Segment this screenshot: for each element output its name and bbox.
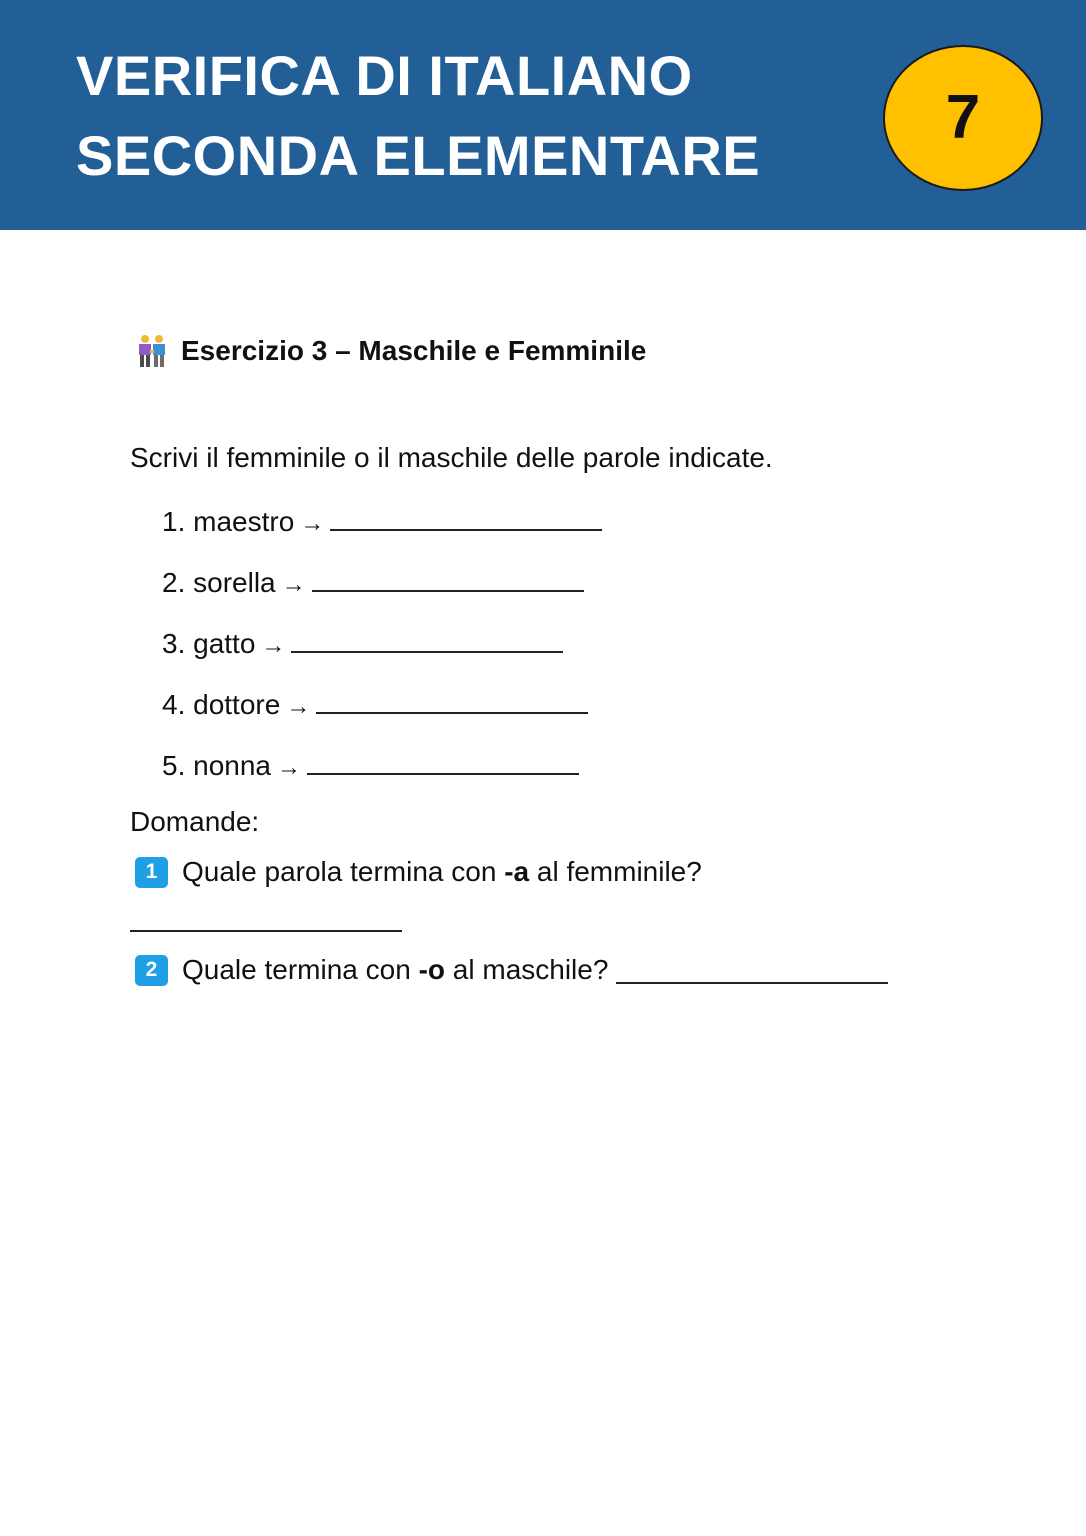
word-prompt: 5. nonna (162, 750, 271, 781)
exercise-title: Esercizio 3 – Maschile e Femminile (181, 335, 647, 366)
arrow-right-icon: → (281, 571, 306, 598)
question-text-end: al maschile? (445, 954, 609, 985)
answer-blank[interactable] (330, 503, 602, 531)
question-text-start: Quale parola termina con (182, 856, 505, 887)
list-item (162, 686, 602, 747)
keycap-two-icon: 2 (135, 955, 168, 986)
question-2 (135, 953, 888, 987)
arrow-right-icon: → (277, 754, 301, 781)
questions-label: Domande: (130, 806, 260, 837)
answer-blank[interactable] (316, 686, 588, 714)
word-prompt: 4. dottore (162, 689, 281, 720)
exercise-heading (137, 334, 646, 368)
page-number-badge (883, 45, 1043, 191)
answer-blank[interactable] (130, 930, 402, 932)
list-item (162, 747, 602, 808)
word-prompt: 3. gatto (162, 628, 256, 659)
list-item (162, 625, 602, 686)
answer-blank[interactable] (291, 625, 563, 653)
list-item (162, 503, 602, 564)
question-suffix: -a (504, 856, 530, 887)
exercise-instruction: Scrivi il femminile o il maschile delle parole indicate. (130, 442, 773, 473)
people-holding-hands-icon (137, 334, 167, 368)
title-line-2: SECONDA ELEMENTARE (76, 124, 761, 187)
header-banner (0, 0, 1086, 230)
question-1 (135, 855, 702, 889)
list-item (162, 564, 602, 625)
question-text (182, 954, 608, 986)
answer-blank[interactable] (616, 956, 888, 984)
arrow-right-icon: → (300, 510, 325, 537)
question-text-start: Quale termina con (182, 954, 419, 985)
question-suffix: -o (418, 954, 446, 985)
keycap-one-icon: 1 (135, 857, 168, 888)
question-text (182, 856, 702, 888)
badge-number: 7 (945, 83, 981, 152)
word-prompt: 2. sorella (162, 567, 276, 598)
word-list (162, 503, 602, 808)
answer-blank[interactable] (307, 747, 579, 775)
arrow-right-icon: → (286, 693, 311, 720)
answer-blank[interactable] (312, 564, 584, 592)
word-prompt: 1. maestro (162, 506, 295, 537)
question-text-end: al femminile? (529, 856, 702, 887)
title-line-1: VERIFICA DI ITALIANO (76, 44, 693, 107)
arrow-right-icon: → (261, 632, 286, 659)
